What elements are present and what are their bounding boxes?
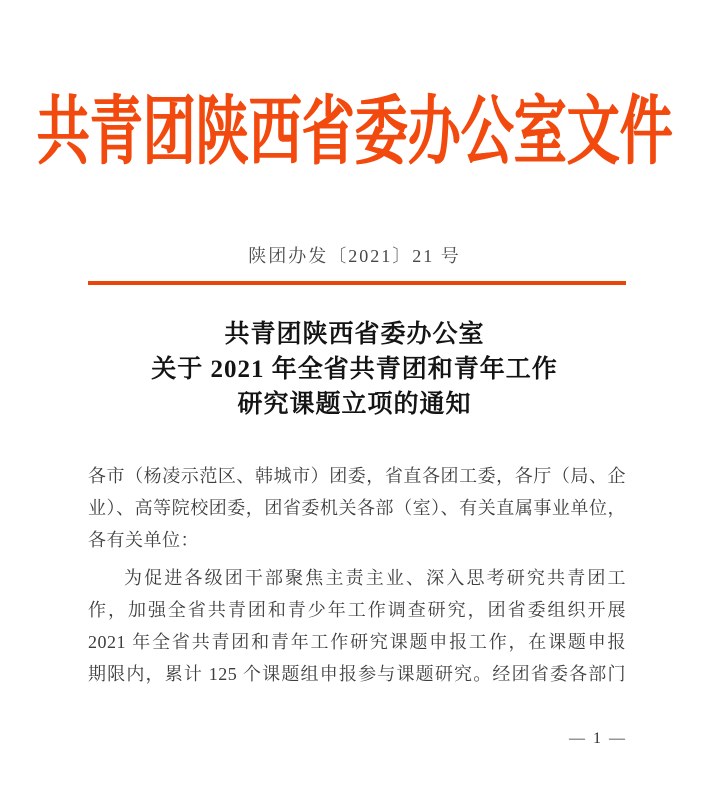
document-title-line-2: 关于 2021 年全省共青团和青年工作 [151,356,558,383]
paragraph-line-2: 作，加强全省共青团和青少年工作调查研究，团省委组织开展 [88,600,626,620]
recipients-salutation [88,460,626,556]
document-title [0,317,709,422]
document-reference-number: 陕团办发〔2021〕21 号 [248,246,461,266]
paragraph-line-4: 期限内，累计 125 个课题组申报参与课题研究。经团省委各部门 [88,664,626,684]
document-title-line-1: 共青团陕西省委办公室 [224,321,485,348]
body-paragraph [88,562,626,690]
issuing-agency-banner-title: 共青团陕西省委办公室文件 [36,91,673,175]
red-header-banner [0,58,709,194]
document-title-line-3: 研究课题立项的通知 [237,391,472,418]
page-number: — 1 — [569,730,627,747]
salutation-line-1: 各市（杨凌示范区、韩城市）团委，省直各团工委，各厅（局、企 [88,466,626,486]
document-body [88,460,626,690]
paragraph-line-3: 2021 年全省共青团和青年工作研究课题申报工作，在课题申报 [88,632,626,652]
salutation-line-2: 业）、高等院校团委，团省委机关各部（室）、有关直属事业单位， [88,498,626,518]
paragraph-line-1: 为促进各级团干部聚焦主责主业、深入思考研究共青团工 [124,568,626,588]
salutation-line-3: 各有关单位： [88,530,199,550]
red-divider-rule [88,281,626,285]
